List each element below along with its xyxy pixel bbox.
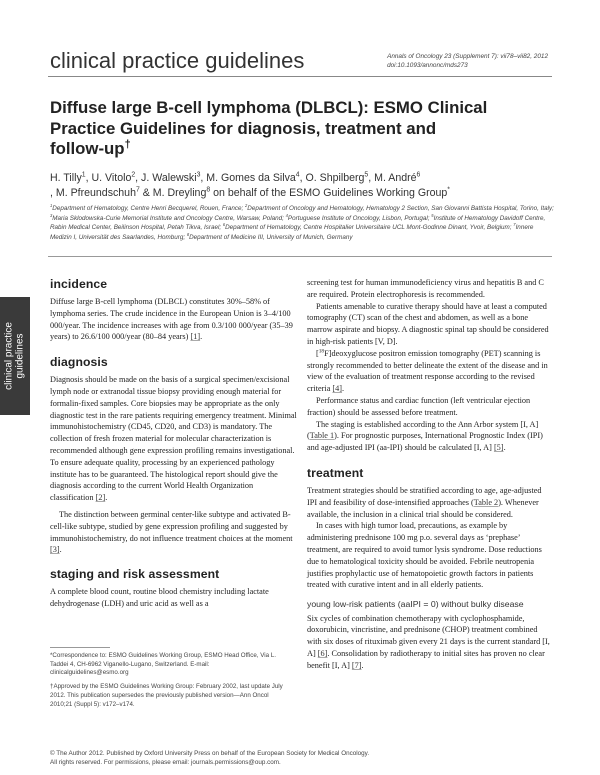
incidence-text: Diffuse large B-cell lymphoma (DLBCL) constitutes 30%–58% of lymphoma series. The crude incidence in the European Union is 3–4/100 000/year. The incidence increases with age from 0.3/100 000/year (35–39 years) to 26.6/100 000/year (80–84 years)	[50, 297, 293, 342]
author-affil: 5	[364, 171, 369, 179]
author: , J. Walewski	[135, 172, 197, 184]
title-line-3	[50, 139, 570, 160]
reference-link[interactable]: [5]	[493, 443, 504, 453]
diagnosis-text: The distinction between germinal center-like subtype and activated B-cell-like subtype, studied by gene expression profiling and suggested by immunohistochemistry, do not influence treatment choices at the moment	[50, 509, 293, 543]
header-rule	[48, 76, 552, 77]
title-footnote-mark[interactable]: †	[124, 138, 131, 151]
staging-paragraph-2: screening test for human immunodeficiency virus and hepatitis B and C are required. Protein electrophoresis is recommended.	[307, 278, 544, 299]
treatment-paragraph-2: In cases with high tumor load, precautions, as example by administering prednisone 100 mg p.o. several days as ‘prephase’ treatment, are required to avoid tumor lysis syndrome. Dose reductions due to hematological toxicity should be avoided. Febrile neutropenia justifies prophylactic use of hematopoietic growth factors in patients treated with curative intent and in all elderly patients.	[307, 521, 542, 590]
affil-num: 3	[50, 212, 53, 218]
diagnosis-text: Diagnosis should be made on the basis of a surgical specimen/excisional lymph node or extranodal tissue biopsy providing enough material for formalin-fixed samples. Core biopsies may be appropriate as the only diagnostic test in the rare patients requiring emergency treatment. Minimal immunohistochemistry (CD45, CD20, and CD3) is mandatory. The collection of fresh frozen material for molecular characterization is recommended although gene expression profiling remains investigational. To ensure adequate quality, processing by an experienced pathology institute has to be guaranteed. The histological report should give the diagnosis according to the current World Health Organization classification	[50, 375, 297, 503]
correspondence-footnote: *Correspondence to: ESMO Guidelines Working Group, ESMO Head Office, Via L. Taddei 4, CH-6962 Viganello-Lugano, Switzerland. E-mail: clinicalguidelines@esmo.org	[50, 652, 276, 677]
affiliations	[50, 204, 555, 242]
section-label: clinical practice guidelines	[50, 48, 305, 73]
correspondence-mark[interactable]: *	[447, 185, 450, 193]
text: Treatment strategies should be stratified according to age, age-adjusted IPI and feasibility of dose-intensified approaches (	[307, 485, 542, 507]
doi-line[interactable]: doi:10.1093/annonc/mds273	[387, 62, 468, 69]
author-affil: 7	[135, 185, 140, 193]
affil-text: Portuguese Institute of Oncology, Lisbon, Portugal;	[287, 214, 432, 222]
copyright-line-1: © The Author 2012. Published by Oxford University Press on behalf of the European Society for Medical Oncology.	[50, 750, 370, 757]
author: , U. Vitolo	[85, 172, 132, 184]
affil-text: Maria Sklodowska-Curie Memorial Institute and Oncology Centre, Warsaw, Poland;	[52, 214, 286, 222]
copyright	[50, 750, 570, 768]
superscript: 18	[318, 348, 325, 355]
author-affil: 6	[416, 171, 421, 179]
author: & M. Dreyling	[139, 186, 207, 199]
heading-young-low-risk: young low-risk patients (aaIPI = 0) without bulky disease	[307, 599, 524, 610]
affil-num: 4	[285, 212, 288, 218]
affil-text: Department of Hematology, Centre Hospitalier Universitaire UCL Mont-Godinne Dinant, Yvoir, Belgium;	[225, 224, 514, 232]
affil-text: Innere Medizin I, Universität des Saarlandes, Homburg;	[50, 224, 534, 241]
text: F]deoxyglucose positron emission tomography (PET) scanning is strongly recommended to better delineate the extent of the disease and in view of the evaluation of treatment response according to the revised criteria	[307, 348, 548, 394]
author-affil: 4	[295, 171, 300, 179]
heading-diagnosis: diagnosis	[50, 355, 108, 370]
reference-link[interactable]: [7]	[351, 660, 362, 670]
title-line-3-text: follow-up	[50, 139, 125, 158]
affil-num: 5	[431, 212, 434, 218]
author-affil: 2	[131, 171, 136, 179]
author-affil: 3	[196, 171, 201, 179]
reference-link[interactable]: [2]	[95, 493, 106, 503]
author: , M. Pfreundschuh	[50, 186, 136, 199]
affil-num: 2	[245, 202, 248, 208]
affil-num: 1	[50, 202, 53, 208]
diagnosis-paragraph-1: Diagnosis should be made on the basis of a surgical specimen/excisional lymph node or extranodal tissue biopsy providing enough material for formalin-fixed samples. Core biopsies may be appropriate as the only diagnostic test in the rare patients requiring emergency treatment. Minimal immunohistochemistry (CD45, CD20, and CD3) is mandatory. The collection of fresh frozen material for molecular characterization is recommended although gene expression profiling remains investigational. To ensure adequate quality, processing by an experienced pathology institute has to be guaranteed. The histological report should give the diagnosis according to the current World Health Organization classification [2].	[50, 375, 297, 503]
affil-text: Department of Oncology and Hematology, Hematology 2 Section, San Giovanni Battista Hospital, Torino, Italy;	[247, 205, 554, 212]
footnotes	[50, 652, 285, 709]
table-link[interactable]: Table 2	[473, 497, 499, 507]
left-column	[50, 277, 298, 610]
table-link[interactable]: Table 1	[309, 431, 335, 441]
affil-text: Department of Hematology, Centre Henri Becquerel, Rouen, France;	[52, 205, 246, 212]
staging-paragraph-3: Patients amenable to curative therapy should have at least a computed tomography (CT) scan of the chest and abdomen, as well as a bone marrow aspirate and biopsy. A diagnostic spinal tap should be considered in high-risk patients [V, D].	[307, 301, 549, 346]
heading-treatment: treatment	[307, 465, 364, 480]
author: , O. Shpilberg	[299, 172, 365, 184]
footnote-rule	[50, 647, 110, 648]
heading-staging: staging and risk assessment	[50, 567, 220, 582]
staging-paragraph-1: A complete blood count, routine blood chemistry including lactate dehydrogenase (LDH) and uric acid as well as a	[50, 587, 269, 608]
affil-num: 8	[186, 231, 190, 237]
reference-link[interactable]: [1]	[190, 332, 201, 342]
title-line-2: Practice Guidelines for diagnosis, treatment and	[50, 118, 437, 138]
side-tab	[0, 297, 30, 415]
staging-paragraph-6: The staging is established according to the Ann Arbor system [I, A] (Table 1). For prognostic purposes, International Prognostic Index (IPI) and age-adjusted IPI (aa-IPI) should be calculated [I, A] [5].	[307, 419, 543, 453]
affil-text: Institute of Hematology Davidoff Centre, Rabin Medical Center, Beilinson Hospital, Petah Tikva, Israel;	[50, 214, 546, 232]
affil-rule	[48, 256, 552, 257]
affil-text: Department of Medicine III, University of Munich, Germany	[189, 233, 353, 241]
incidence-paragraph: Diffuse large B-cell lymphoma (DLBCL) constitutes 30%–58% of lymphoma series. The crude incidence in the European Union is 3–4/100 000/year. The incidence increases with age from 0.3/100 000/year (35–39 years) to 26.6/100 000/year (80–84 years) [1].	[50, 297, 293, 342]
text: ). Whenever available, the inclusion in a clinical trial should be considered.	[307, 497, 539, 519]
text: ). For prognostic purposes, International Prognostic Index (IPI) and age-adjusted IPI (aa-IPI) should be calculated [I, A]	[307, 431, 543, 453]
copyright-line-2: All rights reserved. For permissions, please email: journals.permissions@oup.com.	[50, 758, 281, 766]
diagnosis-paragraph-2: The distinction between germinal center-like subtype and activated B-cell-like subtype, studied by gene expression profiling and suggested by immunohistochemistry, do not influence treatment choices at the moment [3].	[50, 509, 293, 555]
author-affil: 1	[81, 171, 86, 179]
reference-link[interactable]: [3]	[50, 545, 60, 555]
journal-citation	[387, 52, 548, 70]
side-tab-label	[5, 322, 26, 390]
heading-incidence: incidence	[50, 277, 108, 291]
staging-paragraph-4: [$^{18}$F]deoxyglucose positron emission tomography (PET) scanning is strongly recommended to better delineate the extent of the disease and in view of the evaluation of treatment response according to the revised criteria [4].	[307, 348, 548, 394]
young-paragraph-1: Six cycles of combination chemotherapy with cyclophosphamide, doxorubicin, vincristine, and prednisone (CHOP) treatment combined with six doses of rituximab given every 21 days is the current standard [I, A] [6]. Consolidation by radiotherapy to initial sites has proven no clear benefit [I, A] [7].	[307, 613, 550, 670]
reference-link[interactable]: [6]	[317, 649, 328, 659]
side-tab-line-1: clinical practice	[3, 322, 15, 390]
text: [	[316, 348, 319, 358]
author: , M. André	[368, 172, 417, 184]
text: . Consolidation by radiotherapy to initial sites has proven no clear benefit [I, A]	[307, 649, 545, 670]
affil-num: 6	[222, 222, 226, 228]
approval-footnote: †Approved by the ESMO Guidelines Working Group: February 2002, last update July 2012. This publication supersedes the previously published version—Ann Oncol 2010;21 (Suppl 5): v172–v174.	[50, 683, 283, 708]
author: H. Tilly	[50, 172, 82, 184]
author: , M. Gomes da Silva	[200, 172, 296, 184]
author-affil: 8	[206, 185, 211, 193]
author-list	[50, 171, 555, 200]
text: The staging is established according to the Ann Arbor system [I, A] (	[307, 419, 539, 441]
side-tab-line-2: guidelines	[14, 333, 25, 379]
treatment-paragraph-1	[307, 485, 551, 520]
text: Six cycles of combination chemotherapy with cyclophosphamide, doxorubicin, vincristine, and prednisone (CHOP) treatment combined with six doses of rituximab given every 21 days is the current standard [I, A]	[307, 613, 550, 659]
right-column	[307, 277, 551, 672]
journal-line: Annals of Oncology 23 (Supplement 7): vii78–vii82, 2012	[387, 53, 548, 60]
article-title	[50, 98, 570, 160]
reference-link[interactable]: [4]	[332, 384, 343, 394]
title-line-1: Diffuse large B-cell lymphoma (DLBCL): ESMO Clinical	[50, 98, 488, 117]
author-group: on behalf of the ESMO Guidelines Working Group	[210, 186, 448, 199]
affil-num: 7	[513, 222, 516, 228]
staging-paragraph-5: Performance status and cardiac function (left ventricular ejection fraction) should be assessed before treatment.	[307, 395, 531, 417]
